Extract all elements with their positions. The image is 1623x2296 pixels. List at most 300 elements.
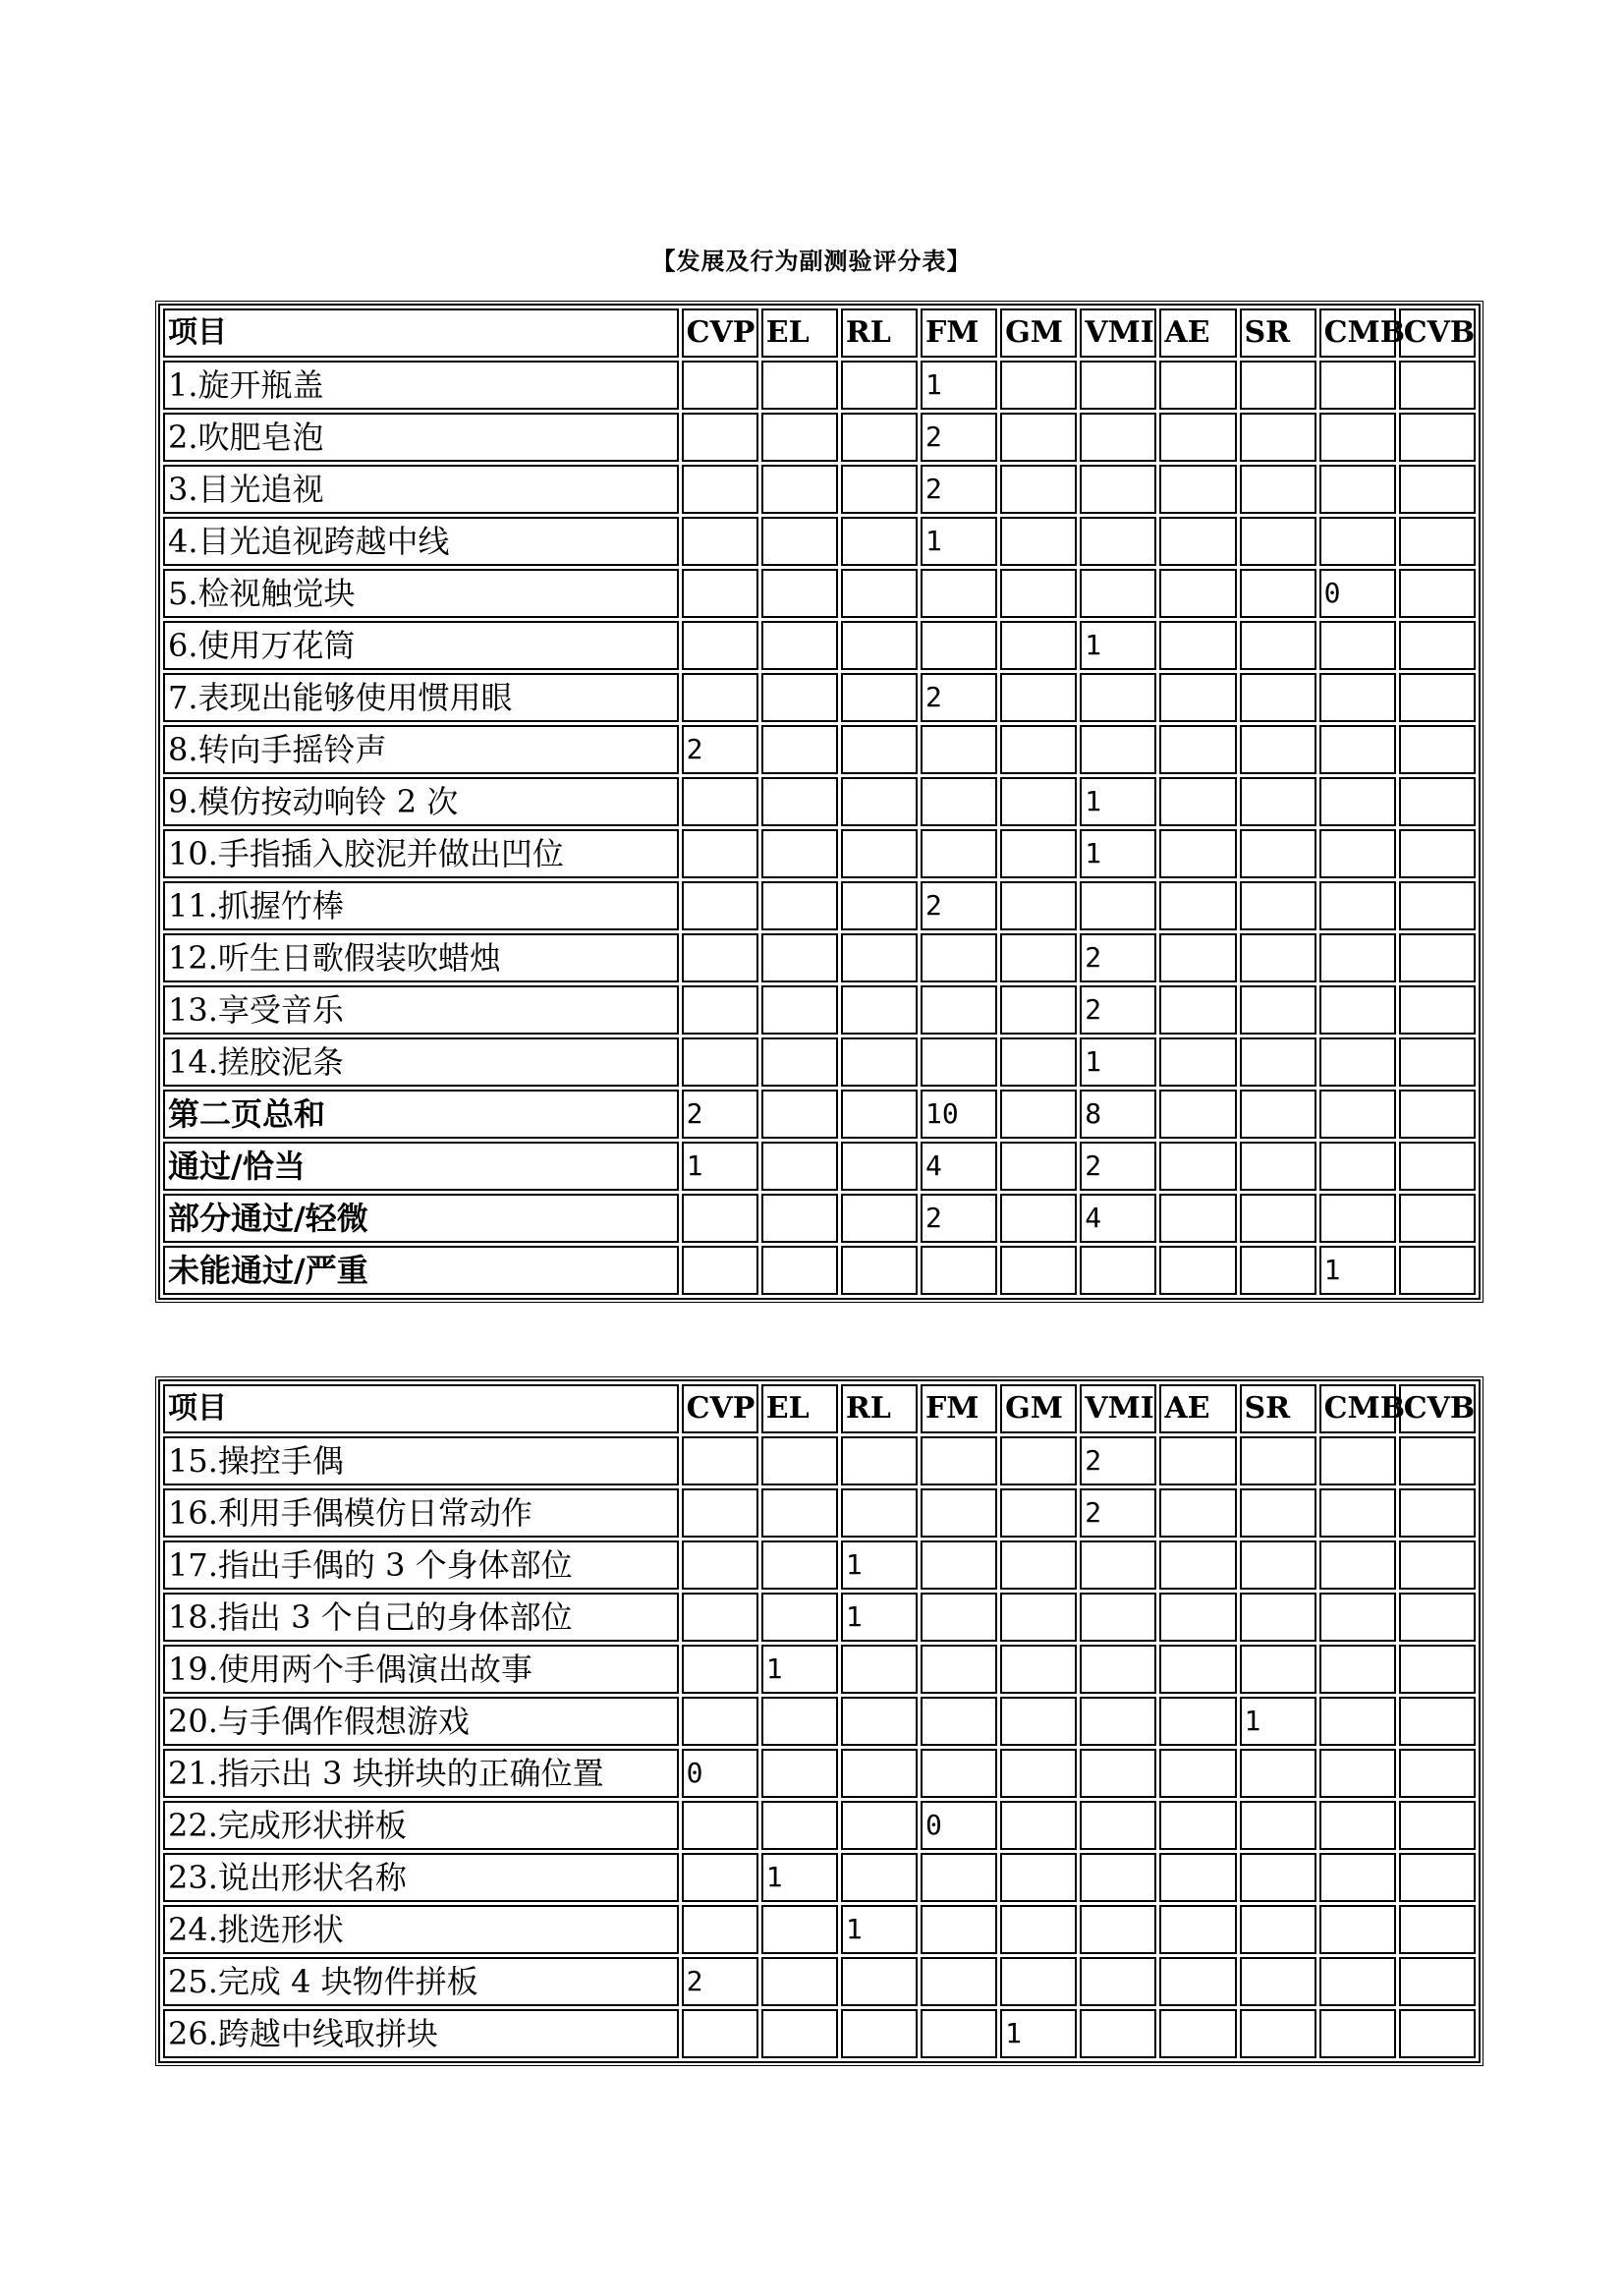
score-cell-vmi <box>1080 1246 1156 1295</box>
score-cell-vmi <box>1080 1645 1156 1694</box>
score-cell-ae <box>1159 1697 1236 1746</box>
page-title: 【发展及行为副测验评分表】 <box>651 247 972 275</box>
score-cell-el <box>761 1037 838 1087</box>
score-cell-cvb <box>1399 569 1476 618</box>
table-row <box>163 361 1476 410</box>
table-row <box>163 1645 1476 1694</box>
score-cell-cvb <box>1399 881 1476 930</box>
score-cell-fm: 10 <box>921 1090 997 1139</box>
score-cell-ae <box>1159 413 1236 462</box>
score-cell-cmb <box>1319 673 1396 722</box>
table-row <box>163 1593 1476 1642</box>
score-cell-sr <box>1240 1037 1316 1087</box>
score-cell-rl <box>841 621 918 670</box>
score-cell-cvp <box>682 465 758 514</box>
score-cell-rl <box>841 1645 918 1694</box>
score-cell-fm: 0 <box>921 1801 997 1850</box>
score-cell-gm <box>1000 1697 1077 1746</box>
score-cell-ae <box>1159 1593 1236 1642</box>
score-cell-el <box>761 1436 838 1485</box>
table-row <box>163 1749 1476 1798</box>
score-cell-cmb <box>1319 1749 1396 1798</box>
score-cell-cvb <box>1399 1540 1476 1590</box>
table-row <box>163 413 1476 462</box>
score-cell-cvb <box>1399 621 1476 670</box>
score-cell-gm <box>1000 725 1077 774</box>
score-cell-cmb <box>1319 725 1396 774</box>
column-header-fm: FM <box>921 308 997 358</box>
score-cell-fm <box>921 1436 997 1485</box>
score-cell-cmb <box>1319 1853 1396 1902</box>
score-cell-gm <box>1000 1645 1077 1694</box>
column-header-el: EL <box>761 1384 838 1433</box>
score-cell-fm <box>921 1540 997 1590</box>
score-cell-ae <box>1159 517 1236 566</box>
score-cell-fm: 1 <box>921 361 997 410</box>
score-cell-vmi <box>1080 1801 1156 1850</box>
score-cell-sr <box>1240 361 1316 410</box>
score-cell-fm <box>921 2009 997 2058</box>
score-cell-ae <box>1159 1853 1236 1902</box>
score-cell-vmi <box>1080 1540 1156 1590</box>
table-body <box>163 1384 1476 2058</box>
score-cell-cvp <box>682 361 758 410</box>
score-cell-gm <box>1000 777 1077 826</box>
score-cell-sr <box>1240 465 1316 514</box>
score-cell-fm <box>921 1957 997 2006</box>
score-cell-el: 1 <box>761 1645 838 1694</box>
table-row <box>163 1436 1476 1485</box>
score-cell-sr <box>1240 2009 1316 2058</box>
score-cell-rl: 1 <box>841 1905 918 1954</box>
score-cell-gm <box>1000 1905 1077 1954</box>
score-cell-cmb <box>1319 829 1396 878</box>
score-cell-cvp <box>682 1436 758 1485</box>
score-cell-sr <box>1240 1194 1316 1243</box>
item-label: 19.使用两个手偶演出故事 <box>163 1645 679 1694</box>
table-header-row <box>163 1384 1476 1433</box>
score-cell-gm <box>1000 1194 1077 1243</box>
score-cell-el <box>761 569 838 618</box>
score-cell-el <box>761 1246 838 1295</box>
score-cell-vmi <box>1080 465 1156 514</box>
score-cell-sr <box>1240 1853 1316 1902</box>
table-row <box>163 725 1476 774</box>
score-cell-cvp: 2 <box>682 1090 758 1139</box>
score-cell-cvp <box>682 1488 758 1538</box>
score-cell-cmb <box>1319 881 1396 930</box>
score-cell-cmb <box>1319 777 1396 826</box>
score-cell-vmi <box>1080 1697 1156 1746</box>
item-label: 7.表现出能够使用惯用眼 <box>163 673 679 722</box>
score-cell-el <box>761 673 838 722</box>
score-cell-vmi <box>1080 1905 1156 1954</box>
score-cell-rl <box>841 1801 918 1850</box>
score-cell-fm: 4 <box>921 1142 997 1191</box>
score-cell-ae <box>1159 1488 1236 1538</box>
column-header-ae: AE <box>1159 1384 1236 1433</box>
score-cell-cvp <box>682 1801 758 1850</box>
score-cell-cvp <box>682 1905 758 1954</box>
item-label: 4.目光追视跨越中线 <box>163 517 679 566</box>
score-cell-cvp <box>682 621 758 670</box>
item-label: 第二页总和 <box>163 1090 679 1139</box>
score-cell-gm <box>1000 1488 1077 1538</box>
column-header-cvb: CVB <box>1399 1384 1476 1433</box>
score-cell-cmb <box>1319 2009 1396 2058</box>
score-cell-rl <box>841 1142 918 1191</box>
score-cell-gm <box>1000 621 1077 670</box>
summary-row <box>163 1194 1476 1243</box>
score-cell-gm <box>1000 673 1077 722</box>
score-cell-cvb <box>1399 1957 1476 2006</box>
score-cell-cvb <box>1399 1488 1476 1538</box>
score-table-page-3 <box>158 1379 1481 2063</box>
column-header-ae: AE <box>1159 308 1236 358</box>
table-row <box>163 1957 1476 2006</box>
score-cell-cvb <box>1399 1142 1476 1191</box>
score-cell-cmb <box>1319 1801 1396 1850</box>
score-cell-el <box>761 881 838 930</box>
score-cell-rl <box>841 1194 918 1243</box>
item-label: 10.手指插入胶泥并做出凹位 <box>163 829 679 878</box>
score-cell-rl <box>841 1697 918 1746</box>
score-cell-el <box>761 1801 838 1850</box>
score-cell-rl <box>841 1488 918 1538</box>
score-cell-ae <box>1159 829 1236 878</box>
score-cell-cvb <box>1399 517 1476 566</box>
score-cell-gm <box>1000 517 1077 566</box>
score-cell-gm <box>1000 829 1077 878</box>
score-cell-el <box>761 725 838 774</box>
score-cell-fm <box>921 621 997 670</box>
column-header-fm: FM <box>921 1384 997 1433</box>
item-label: 14.搓胶泥条 <box>163 1037 679 1087</box>
score-cell-cvb <box>1399 933 1476 982</box>
score-cell-cmb: 1 <box>1319 1246 1396 1295</box>
score-cell-sr <box>1240 621 1316 670</box>
table-row <box>163 1801 1476 1850</box>
score-cell-sr <box>1240 1905 1316 1954</box>
score-cell-rl <box>841 413 918 462</box>
score-cell-sr <box>1240 569 1316 618</box>
score-cell-el <box>761 1905 838 1954</box>
score-cell-ae <box>1159 1194 1236 1243</box>
score-cell-el <box>761 621 838 670</box>
score-cell-fm <box>921 1037 997 1087</box>
score-cell-sr <box>1240 1593 1316 1642</box>
score-cell-sr <box>1240 1246 1316 1295</box>
score-cell-fm <box>921 1488 997 1538</box>
score-cell-cvb <box>1399 2009 1476 2058</box>
score-cell-el <box>761 1540 838 1590</box>
score-cell-gm <box>1000 361 1077 410</box>
table-row <box>163 933 1476 982</box>
item-label: 3.目光追视 <box>163 465 679 514</box>
score-cell-sr <box>1240 1540 1316 1590</box>
score-cell-cvp <box>682 933 758 982</box>
score-cell-fm <box>921 985 997 1035</box>
score-cell-ae <box>1159 1037 1236 1087</box>
column-header-vmi: VMI <box>1080 1384 1156 1433</box>
table-row <box>163 881 1476 930</box>
score-cell-cmb <box>1319 1540 1396 1590</box>
item-label: 通过/恰当 <box>163 1142 679 1191</box>
item-label: 5.检视触觉块 <box>163 569 679 618</box>
score-cell-vmi <box>1080 881 1156 930</box>
score-cell-vmi <box>1080 1593 1156 1642</box>
score-cell-cvp <box>682 881 758 930</box>
score-cell-fm <box>921 933 997 982</box>
score-cell-fm: 2 <box>921 673 997 722</box>
column-header-gm: GM <box>1000 308 1077 358</box>
item-label: 25.完成 4 块物件拼板 <box>163 1957 679 2006</box>
score-cell-cvp <box>682 413 758 462</box>
score-cell-el <box>761 777 838 826</box>
score-cell-gm <box>1000 1142 1077 1191</box>
score-cell-el: 1 <box>761 1853 838 1902</box>
score-cell-gm <box>1000 1540 1077 1590</box>
score-cell-cvp <box>682 569 758 618</box>
score-cell-vmi <box>1080 361 1156 410</box>
score-cell-cmb <box>1319 1436 1396 1485</box>
score-cell-sr <box>1240 673 1316 722</box>
score-cell-ae <box>1159 569 1236 618</box>
score-cell-gm <box>1000 1090 1077 1139</box>
score-cell-cvp <box>682 1853 758 1902</box>
item-label: 18.指出 3 个自己的身体部位 <box>163 1593 679 1642</box>
score-cell-cvb <box>1399 1037 1476 1087</box>
score-cell-vmi <box>1080 1853 1156 1902</box>
score-cell-cmb <box>1319 1142 1396 1191</box>
score-cell-cmb <box>1319 1697 1396 1746</box>
score-cell-rl <box>841 777 918 826</box>
score-cell-cvp <box>682 1540 758 1590</box>
score-cell-fm <box>921 1246 997 1295</box>
summary-row <box>163 1142 1476 1191</box>
score-cell-cmb <box>1319 1194 1396 1243</box>
table-row <box>163 1697 1476 1746</box>
score-cell-rl <box>841 361 918 410</box>
score-cell-rl: 1 <box>841 1593 918 1642</box>
score-cell-gm <box>1000 1246 1077 1295</box>
score-cell-fm <box>921 725 997 774</box>
score-cell-el <box>761 1488 838 1538</box>
item-label: 未能通过/严重 <box>163 1246 679 1295</box>
table-row <box>163 621 1476 670</box>
column-header-cvp: CVP <box>682 308 758 358</box>
score-cell-el <box>761 1194 838 1243</box>
table-row <box>163 1853 1476 1902</box>
summary-row <box>163 1246 1476 1295</box>
score-cell-fm: 2 <box>921 465 997 514</box>
score-cell-cmb: 0 <box>1319 569 1396 618</box>
score-cell-cvp <box>682 1246 758 1295</box>
score-cell-vmi: 2 <box>1080 1488 1156 1538</box>
score-cell-cmb <box>1319 1488 1396 1538</box>
score-cell-sr: 1 <box>1240 1697 1316 1746</box>
column-header-item: 项目 <box>163 308 679 358</box>
score-cell-el <box>761 361 838 410</box>
score-cell-cmb <box>1319 517 1396 566</box>
score-cell-gm <box>1000 465 1077 514</box>
item-label: 22.完成形状拼板 <box>163 1801 679 1850</box>
score-cell-sr <box>1240 413 1316 462</box>
score-cell-rl <box>841 1749 918 1798</box>
score-cell-cvb <box>1399 413 1476 462</box>
score-cell-fm <box>921 1697 997 1746</box>
table-row <box>163 569 1476 618</box>
column-header-cmb: CMB <box>1319 308 1396 358</box>
score-cell-rl <box>841 465 918 514</box>
score-cell-cvp: 0 <box>682 1749 758 1798</box>
table-row <box>163 1037 1476 1087</box>
score-cell-rl <box>841 881 918 930</box>
score-cell-cmb <box>1319 1090 1396 1139</box>
score-cell-el <box>761 1090 838 1139</box>
score-cell-el <box>761 1142 838 1191</box>
score-cell-cvp <box>682 1037 758 1087</box>
score-cell-fm: 1 <box>921 517 997 566</box>
score-cell-vmi: 2 <box>1080 933 1156 982</box>
table-row <box>163 985 1476 1035</box>
score-cell-el <box>761 1697 838 1746</box>
item-label: 部分通过/轻微 <box>163 1194 679 1243</box>
score-cell-sr <box>1240 1436 1316 1485</box>
score-cell-vmi: 1 <box>1080 621 1156 670</box>
table-row <box>163 2009 1476 2058</box>
score-cell-vmi <box>1080 1749 1156 1798</box>
score-cell-gm <box>1000 985 1077 1035</box>
score-cell-sr <box>1240 1488 1316 1538</box>
score-cell-cvp <box>682 673 758 722</box>
table-row <box>163 1488 1476 1538</box>
score-cell-ae <box>1159 1905 1236 1954</box>
score-cell-gm <box>1000 1957 1077 2006</box>
score-cell-fm <box>921 569 997 618</box>
score-cell-ae <box>1159 1540 1236 1590</box>
score-cell-fm <box>921 829 997 878</box>
item-label: 8.转向手摇铃声 <box>163 725 679 774</box>
summary-row <box>163 1090 1476 1139</box>
score-cell-ae <box>1159 881 1236 930</box>
score-cell-el <box>761 1593 838 1642</box>
score-cell-cvp <box>682 517 758 566</box>
score-cell-cmb <box>1319 621 1396 670</box>
score-cell-sr <box>1240 517 1316 566</box>
score-cell-gm <box>1000 1749 1077 1798</box>
score-cell-cmb <box>1319 361 1396 410</box>
item-label: 9.模仿按动响铃 2 次 <box>163 777 679 826</box>
score-cell-ae <box>1159 725 1236 774</box>
score-cell-cmb <box>1319 1037 1396 1087</box>
score-cell-ae <box>1159 673 1236 722</box>
score-cell-cvb <box>1399 1436 1476 1485</box>
score-cell-vmi: 2 <box>1080 1436 1156 1485</box>
score-cell-sr <box>1240 1957 1316 2006</box>
score-cell-fm <box>921 1593 997 1642</box>
score-cell-cmb <box>1319 465 1396 514</box>
score-cell-fm <box>921 1749 997 1798</box>
score-cell-el <box>761 413 838 462</box>
item-label: 23.说出形状名称 <box>163 1853 679 1902</box>
score-cell-cvb <box>1399 1749 1476 1798</box>
table-row <box>163 1905 1476 1954</box>
item-label: 12.听生日歌假装吹蜡烛 <box>163 933 679 982</box>
column-header-el: EL <box>761 308 838 358</box>
table-row <box>163 777 1476 826</box>
score-cell-cvb <box>1399 673 1476 722</box>
column-header-gm: GM <box>1000 1384 1077 1433</box>
score-cell-vmi: 1 <box>1080 829 1156 878</box>
score-cell-cmb <box>1319 985 1396 1035</box>
score-cell-cmb <box>1319 933 1396 982</box>
column-header-rl: RL <box>841 308 918 358</box>
score-cell-cvp <box>682 1645 758 1694</box>
score-cell-cvb <box>1399 361 1476 410</box>
score-cell-ae <box>1159 2009 1236 2058</box>
score-cell-cvb <box>1399 1194 1476 1243</box>
score-cell-ae <box>1159 1246 1236 1295</box>
score-cell-rl: 1 <box>841 1540 918 1590</box>
score-cell-cvb <box>1399 1593 1476 1642</box>
score-cell-sr <box>1240 933 1316 982</box>
score-cell-vmi: 1 <box>1080 1037 1156 1087</box>
score-cell-vmi <box>1080 517 1156 566</box>
score-cell-sr <box>1240 829 1316 878</box>
score-cell-el <box>761 465 838 514</box>
score-cell-gm <box>1000 881 1077 930</box>
column-header-cvp: CVP <box>682 1384 758 1433</box>
score-cell-ae <box>1159 1801 1236 1850</box>
score-cell-cvb <box>1399 1645 1476 1694</box>
score-cell-vmi: 2 <box>1080 985 1156 1035</box>
score-cell-cvb <box>1399 829 1476 878</box>
score-cell-cvp <box>682 1697 758 1746</box>
item-label: 11.抓握竹棒 <box>163 881 679 930</box>
score-cell-rl <box>841 1090 918 1139</box>
score-cell-cmb <box>1319 413 1396 462</box>
score-cell-vmi: 2 <box>1080 1142 1156 1191</box>
column-header-cvb: CVB <box>1399 308 1476 358</box>
score-cell-cvp: 2 <box>682 725 758 774</box>
score-cell-el <box>761 2009 838 2058</box>
score-cell-cvp: 2 <box>682 1957 758 2006</box>
score-cell-cvp <box>682 777 758 826</box>
score-cell-rl <box>841 1853 918 1902</box>
score-cell-sr <box>1240 1142 1316 1191</box>
column-header-item: 项目 <box>163 1384 679 1433</box>
score-cell-ae <box>1159 1749 1236 1798</box>
score-cell-sr <box>1240 725 1316 774</box>
score-cell-fm <box>921 1645 997 1694</box>
score-cell-cvp <box>682 2009 758 2058</box>
score-cell-vmi <box>1080 569 1156 618</box>
score-cell-vmi: 1 <box>1080 777 1156 826</box>
score-cell-vmi <box>1080 673 1156 722</box>
item-label: 21.指示出 3 块拼块的正确位置 <box>163 1749 679 1798</box>
item-label: 26.跨越中线取拼块 <box>163 2009 679 2058</box>
score-cell-cvb <box>1399 725 1476 774</box>
table-row <box>163 1540 1476 1590</box>
score-cell-ae <box>1159 621 1236 670</box>
score-cell-cvb <box>1399 1090 1476 1139</box>
table-header-row <box>163 308 1476 358</box>
column-header-vmi: VMI <box>1080 308 1156 358</box>
score-cell-rl <box>841 985 918 1035</box>
score-cell-el <box>761 933 838 982</box>
score-cell-cmb <box>1319 1905 1396 1954</box>
